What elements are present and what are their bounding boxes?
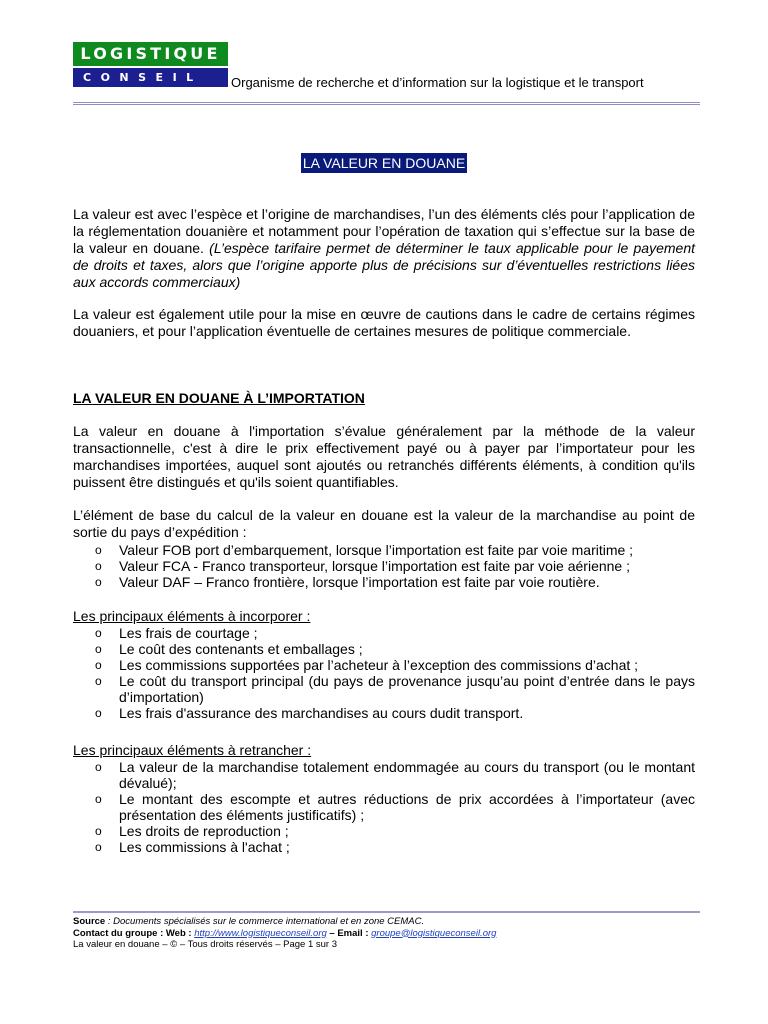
- list-item: o Valeur FCA - Franco transporteur, lorsque l’importation est faite par voie aérienne ;: [95, 558, 630, 574]
- bullet-icon: o: [95, 658, 102, 672]
- footer-divider: [73, 911, 700, 913]
- incorporate-list: [73, 625, 695, 721]
- bullet-icon: o: [95, 543, 102, 557]
- bullet-icon: o: [95, 674, 102, 688]
- deduct-list: [73, 759, 695, 855]
- header-tagline: Organisme de recherche et d’information sur la logistique et le transport: [231, 75, 644, 90]
- list-item: o Le montant des escompte et autres réductions de prix accordées à l’importateur (avec présentation des éléments justificatifs) ;: [95, 791, 695, 823]
- intro-p1-italic: (L’espèce tarifaire permet de déterminer le taux applicable pour le payement de droits et taxes, alors que l’origine apporte plus de précisions sur d’éventuelles restrictions liées aux accords commerciaux): [73, 240, 696, 290]
- bullet-icon: o: [95, 840, 102, 854]
- list-item: o Le coût du transport principal (du pays de provenance jusqu’au point d’entrée dans le pays d’importation): [95, 673, 695, 705]
- footer-source-line: [73, 916, 496, 928]
- list-item: o Le coût des contenants et emballages ;: [95, 641, 363, 657]
- intro-p1-text: La valeur est avec l’espèce et l’origine de marchandises, l’un des éléments clés pour l’application de la réglementation douanière et notamment pour l’opération de taxation qui s’effectue sur la base de la valeur en douane.: [73, 206, 695, 256]
- section-heading: LA VALEUR EN DOUANE À L’IMPORTATION: [73, 390, 365, 406]
- bullet-icon: o: [95, 559, 102, 573]
- intro-paragraph-1: [73, 206, 695, 291]
- title-wrapper: [0, 153, 768, 173]
- bullet-icon: o: [95, 626, 102, 640]
- incorporate-heading: Les principaux éléments à incorporer :: [73, 608, 311, 624]
- footer-source-text: : Documents spécialisés sur le commerce international et en zone CEMAC.: [105, 916, 425, 927]
- section-paragraph-1: La valeur en douane à l'importation s’évalue généralement par la méthode de la valeur transactionnelle, c'est à dire le prix effectivement payé ou à payer par l’importateur pour les marchandises importées, auquel sont ajoutés ou retranchés différents éléments, à condition qu'ils puissent être distingués et qu'ils soient quantifiables.: [73, 423, 695, 490]
- logo-bottom-text: CONSEIL: [73, 68, 228, 87]
- bullet-icon: o: [95, 792, 102, 806]
- email-link[interactable]: groupe@logistiqueconseil.org: [371, 927, 497, 939]
- list-item: o Valeur FOB port d’embarquement, lorsque l’importation est faite par voie maritime ;: [95, 542, 634, 558]
- list-item: o Les commissions à l'achat ;: [95, 839, 290, 855]
- footer-contact-label: Contact du groupe : Web :: [73, 927, 195, 939]
- bullet-icon: o: [95, 706, 102, 720]
- list-item: o Valeur DAF – Franco frontière, lorsque l’importation est faite par voie routière.: [95, 574, 600, 590]
- bullet-icon: o: [95, 575, 102, 589]
- header-divider: [73, 102, 700, 105]
- bullet-icon: o: [95, 760, 102, 774]
- list-item: o Les frais d'assurance des marchandises au cours dudit transport.: [95, 705, 524, 721]
- footer-source-label: Source: [73, 916, 106, 927]
- list-item: o La valeur de la marchandise totalement endommagée au cours du transport (ou le montant dévalué);: [95, 759, 695, 791]
- logo-top-text: LOGISTIQUE: [73, 42, 228, 66]
- footer-copyright: La valeur en douane – © – Tous droits réservés – Page 1 sur 3: [73, 939, 338, 950]
- section-paragraph-2: L’élément de base du calcul de la valeur en douane est la valeur de la marchandise au point de sortie du pays d’expédition :: [73, 507, 695, 540]
- intro-paragraph-2: La valeur est également utile pour la mise en œuvre de cautions dans le cadre de certains régimes douaniers, et pour l’application éventuelle de certaines mesures de politique commerciale.: [73, 306, 695, 339]
- deduct-heading: Les principaux éléments à retrancher :: [73, 742, 312, 758]
- list-item: o Les droits de reproduction ;: [95, 823, 289, 839]
- footer-contact-line: [73, 928, 496, 940]
- list-item: o Les commissions supportées par l’acheteur à l’exception des commissions d’achat ;: [95, 657, 639, 673]
- list-item: o Les frais de courtage ;: [95, 625, 258, 641]
- document-title: LA VALEUR EN DOUANE: [302, 155, 466, 171]
- footer-email-label: – Email :: [326, 927, 372, 939]
- bullet-icon: o: [95, 824, 102, 838]
- company-logo: [73, 42, 228, 87]
- website-link[interactable]: http://www.logistiqueconseil.org: [194, 927, 327, 939]
- page-footer: [73, 916, 496, 951]
- bullet-icon: o: [95, 642, 102, 656]
- base-value-list: [73, 542, 695, 590]
